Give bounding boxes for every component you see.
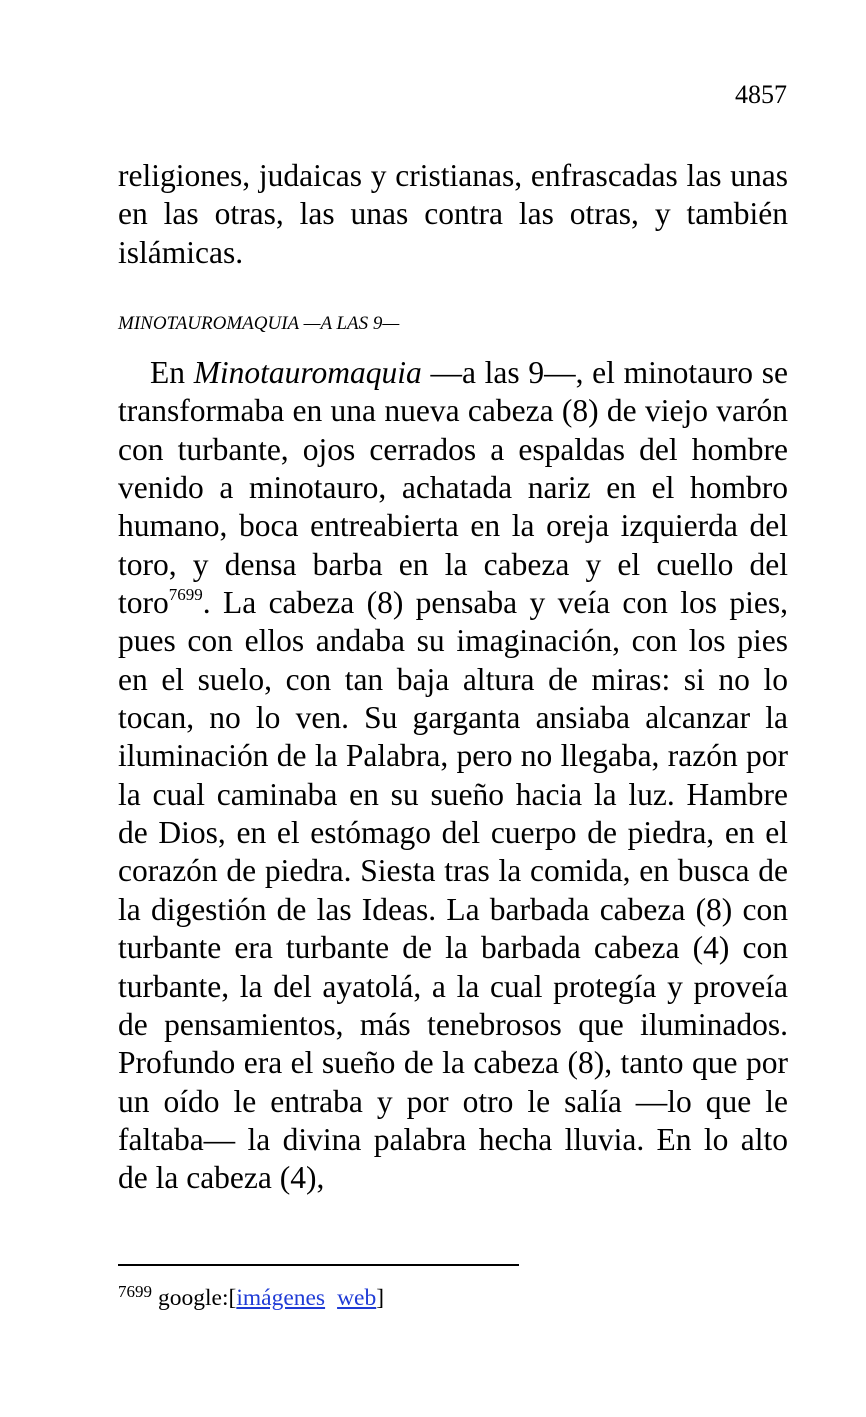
work-title: Minotauromaquia	[193, 355, 422, 390]
paragraph-continuation: religiones, judaicas y cristianas, enfrascadas las unas en las otras, las unas contra las otras, y también islámicas.	[118, 158, 788, 270]
paragraph-text-after-ref: . La cabeza (8) pensaba y veía con los pies, pues con ellos andaba su imaginación, con los pies en el suelo, con tan baja altura de miras: si no lo tocan, no lo ven. Su garganta ansiaba alcanzar la iluminación de la Palabra, pero no llegaba, razón por la cual caminaba en su sueño hacia la luz. Hambre de Dios, en el estómago del cuerpo de piedra, en el corazón de piedra. Siesta tras la comida, en busca de la digestión de las Ideas. La barbada cabeza (8) con turbante era turbante de la barbada cabeza (4) con turbante, la del ayatolá, a la cual protegía y proveía de pensamientos, más tenebrosos que iluminados. Profundo era el sueño de la cabeza (8), tanto que por un oído le entraba y por otro le salía —lo que le faltaba— la divina palabra hecha lluvia. En lo alto de la cabeza (4),	[118, 585, 788, 1196]
footnote-divider	[118, 1264, 519, 1266]
footnote-suffix: ]	[376, 1285, 385, 1311]
page-number: 4857	[735, 80, 787, 109]
images-link[interactable]: imágenes	[236, 1285, 326, 1311]
paragraph-opening: En	[150, 355, 194, 390]
footnote-number: 7699	[118, 1282, 152, 1301]
web-link[interactable]: web	[337, 1285, 377, 1311]
footnote	[118, 1282, 384, 1314]
paragraph-text-before-ref: —a las 9—, el minotauro se transformaba en una nueva cabeza (8) de viejo varón con turbante, ojos cerrados a espaldas del hombre venido a minotauro, achatada nariz en el hombro humano, boca entreabierta en la oreja izquierda del toro, y densa barba en la cabeza y el cuello del toro	[118, 355, 788, 621]
footnote-prefix: google:[	[158, 1285, 237, 1311]
body-paragraph	[118, 354, 788, 1198]
footnote-reference[interactable]: 7699	[168, 585, 203, 605]
section-heading: MINOTAUROMAQUIA —A LAS 9—	[118, 313, 400, 334]
